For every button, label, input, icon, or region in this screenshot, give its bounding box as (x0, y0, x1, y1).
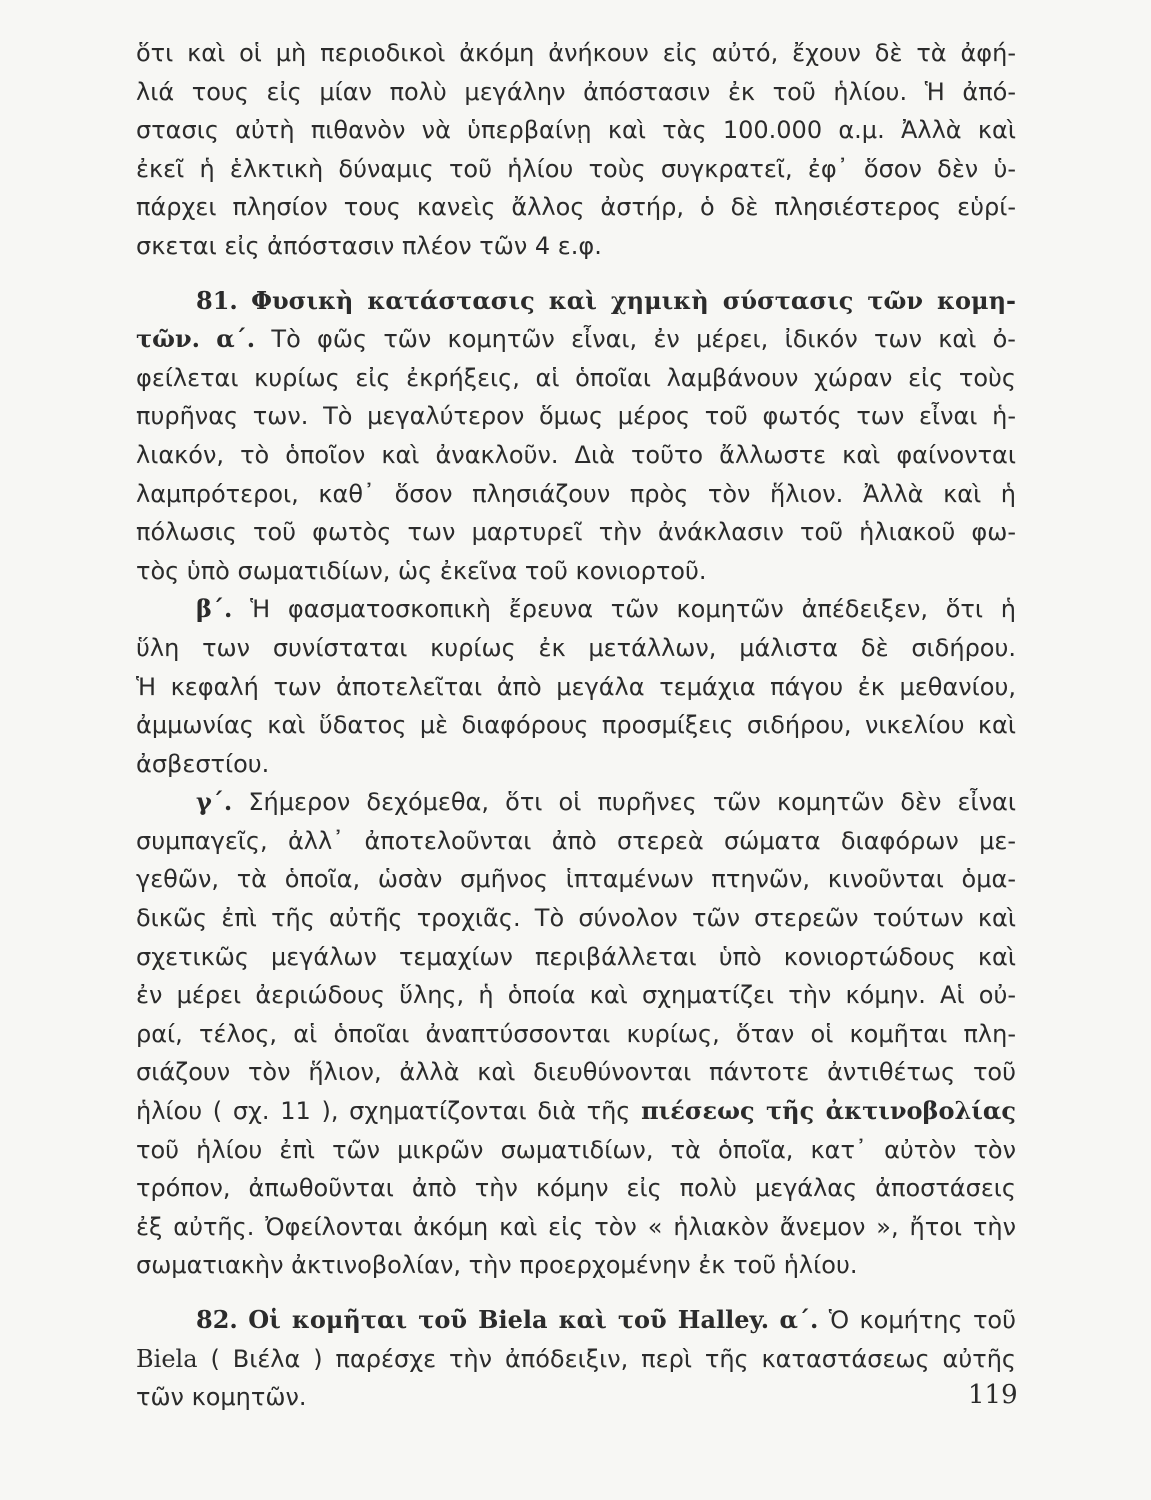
text-run: Ἡ φασματοσκοπικὴ ἔρευνα τῶν κομητῶν ἀπέδειξεν, ὅτι ἡ (250, 595, 1016, 624)
text-line: συμπαγεῖς, ἀλλ᾽ ἀποτελοῦνται ἀπὸ στερεὰ σώματα διαφόρων με- (136, 826, 1016, 855)
text-line: τῶν κομητῶν. (136, 1383, 307, 1412)
text-line: ἐκεῖ ἡ ἑλκτικὴ δύναμις τοῦ ἡλίου τοὺς συγκρατεῖ, ἐφ᾽ ὅσον δὲν ὑ- (136, 154, 1016, 183)
figure-reference-line (136, 1092, 1016, 1131)
text-line: τὸς ὑπὸ σωματιδίων, ὡς ἐκεῖνα τοῦ κονιορτοῦ. (136, 556, 707, 585)
section-title: Φυσικὴ κατάστασις καὶ χημικὴ σύστασις τῶν κομη- (251, 285, 1016, 315)
text-line: λιά τους εἰς μίαν πολὺ μεγάλην ἀπόστασιν ἐκ τοῦ ἡλίου. Ἡ ἀπό- (136, 77, 1016, 106)
proper-name: Biela (136, 1344, 198, 1373)
text-line: γεθῶν, τὰ ὁποῖα, ὡσὰν σμῆνος ἱπταμένων πτηνῶν, κινοῦνται ὁμα- (136, 865, 1016, 894)
subsection-marker: α΄. (779, 1305, 819, 1334)
text-line: λιακόν, τὸ ὁποῖον καὶ ἀνακλοῦν. Διὰ τοῦτο ἄλλωστε καὶ φαίνονται (136, 440, 1016, 469)
subsection-marker: α΄. (216, 324, 256, 354)
text-line: σχετικῶς μεγάλων τεμαχίων περιβάλλεται ὑπὸ κονιορτώδους καὶ (136, 942, 1016, 971)
text-line: τοῦ ἡλίου ἐπὶ τῶν μικρῶν σωματιδίων, τὰ ὁποῖα, κατ᾽ αὐτὸν τὸν (136, 1135, 1016, 1164)
text-run: Σήμερον δεχόμεθα, ὅτι οἱ πυρῆνες τῶν κομητῶν δὲν εἶναι (248, 788, 1016, 817)
text-line: φείλεται κυρίως εἰς ἐκρήξεις, αἱ ὁποῖαι λαμβάνουν χώραν εἰς τοὺς (136, 363, 1016, 392)
page-number: 119 (968, 1380, 1018, 1410)
section-82-heading (136, 1301, 1016, 1340)
text-line: ὕλη των συνίσταται κυρίως ἐκ μετάλλων, μάλιστα δὲ σιδήρου. (136, 633, 1016, 662)
section-number: 82. (196, 1305, 238, 1334)
text-line: ραί, τέλος, αἱ ὁποῖαι ἀναπτύσσονται κυρίως, ὅταν οἱ κομῆται πλη- (136, 1019, 1016, 1048)
text-line: πυρῆνας των. Τὸ μεγαλύτερον ὅμως μέρος τοῦ φωτός των εἶναι ἡ- (136, 402, 1016, 431)
subsection-b-first-line (136, 590, 1016, 629)
section-title: Οἱ κομῆται τοῦ Biela καὶ τοῦ Halley. (248, 1305, 770, 1334)
text-line: ἀσβεστίου. (136, 749, 270, 778)
text-line: Ἡ κεφαλή των ἀποτελεῖται ἀπὸ μεγάλα τεμάχια πάγου ἐκ μεθανίου, (136, 672, 1016, 701)
section-title-end: τῶν. (136, 324, 201, 354)
subsection-c-first-line (136, 783, 1016, 822)
text-run: Ὁ κομήτης τοῦ (828, 1306, 1016, 1334)
text-line: πάρχει πλησίον τους κανεὶς ἄλλος ἀστήρ, ὁ δὲ πλησιέστερος εὑρί- (136, 193, 1016, 222)
text-line: σκεται εἰς ἀπόστασιν πλέον τῶν 4 ε.φ. (136, 231, 602, 260)
text-run: ( Βιέλα ) παρέσχε τὴν ἀπόδειξιν, περὶ τῆς καταστάσεως αὐτῆς (210, 1344, 1016, 1373)
section-81-line (136, 320, 1016, 359)
subsection-marker: β΄. (196, 594, 233, 624)
text-line: σωματιακὴν ἀκτινοβολίαν, τὴν προερχομένην ἐκ τοῦ ἡλίου. (136, 1251, 858, 1280)
text-line: τρόπον, ἀπωθοῦνται ἀπὸ τὴν κόμην εἰς πολὺ μεγάλας ἀποστάσεις (136, 1174, 1016, 1203)
text-line: ὅτι καὶ οἱ μὴ περιοδικοὶ ἀκόμη ἀνήκουν εἰς αὐτό, ἔχουν δὲ τὰ ἀφή- (136, 39, 1016, 67)
text-run: Τὸ φῶς τῶν κομητῶν εἶναι, ἐν μέρει, ἰδικόν των καὶ ὀ- (271, 325, 1016, 354)
text-line (136, 1340, 1016, 1379)
text-line: ἀμμωνίας καὶ ὕδατος μὲ διαφόρους προσμίξεις σιδήρου, νικελίου καὶ (136, 711, 1016, 740)
section-81-heading (136, 282, 1016, 321)
page-text (136, 34, 1016, 1417)
section-number: 81. (196, 285, 238, 315)
emphasized-term: πιέσεως τῆς ἀκτινοβολίας (641, 1096, 1016, 1126)
text-line: ἐν μέρει ἀεριώδους ὕλης, ἡ ὁποία καὶ σχηματίζει τὴν κόμην. Αἱ οὐ- (136, 981, 1016, 1010)
text-run: ἡλίου ( σχ. 11 ), σχηματίζονται διὰ τῆς (136, 1097, 631, 1126)
text-line: στασις αὐτὴ πιθανὸν νὰ ὑπερβαίνῃ καὶ τὰς 100.000 α.μ. Ἀλλὰ καὶ (136, 116, 1016, 145)
text-line: ἐξ αὐτῆς. Ὀφείλονται ἀκόμη καὶ εἰς τὸν « ἡλιακὸν ἄνεμον », ἤτοι τὴν (136, 1212, 1016, 1241)
subsection-marker: γ΄. (196, 787, 233, 817)
text-line: πόλωσις τοῦ φωτὸς των μαρτυρεῖ τὴν ἀνάκλασιν τοῦ ἡλιακοῦ φω- (136, 518, 1016, 547)
text-line: δικῶς ἐπὶ τῆς αὐτῆς τροχιᾶς. Τὸ σύνολον τῶν στερεῶν τούτων καὶ (136, 904, 1016, 933)
text-line: λαμπρότεροι, καθ᾽ ὅσον πλησιάζουν πρὸς τὸν ἥλιον. Ἀλλὰ καὶ ἡ (136, 479, 1016, 508)
text-line: σιάζουν τὸν ἥλιον, ἀλλὰ καὶ διευθύνονται πάντοτε ἀντιθέτως τοῦ (136, 1058, 1016, 1087)
